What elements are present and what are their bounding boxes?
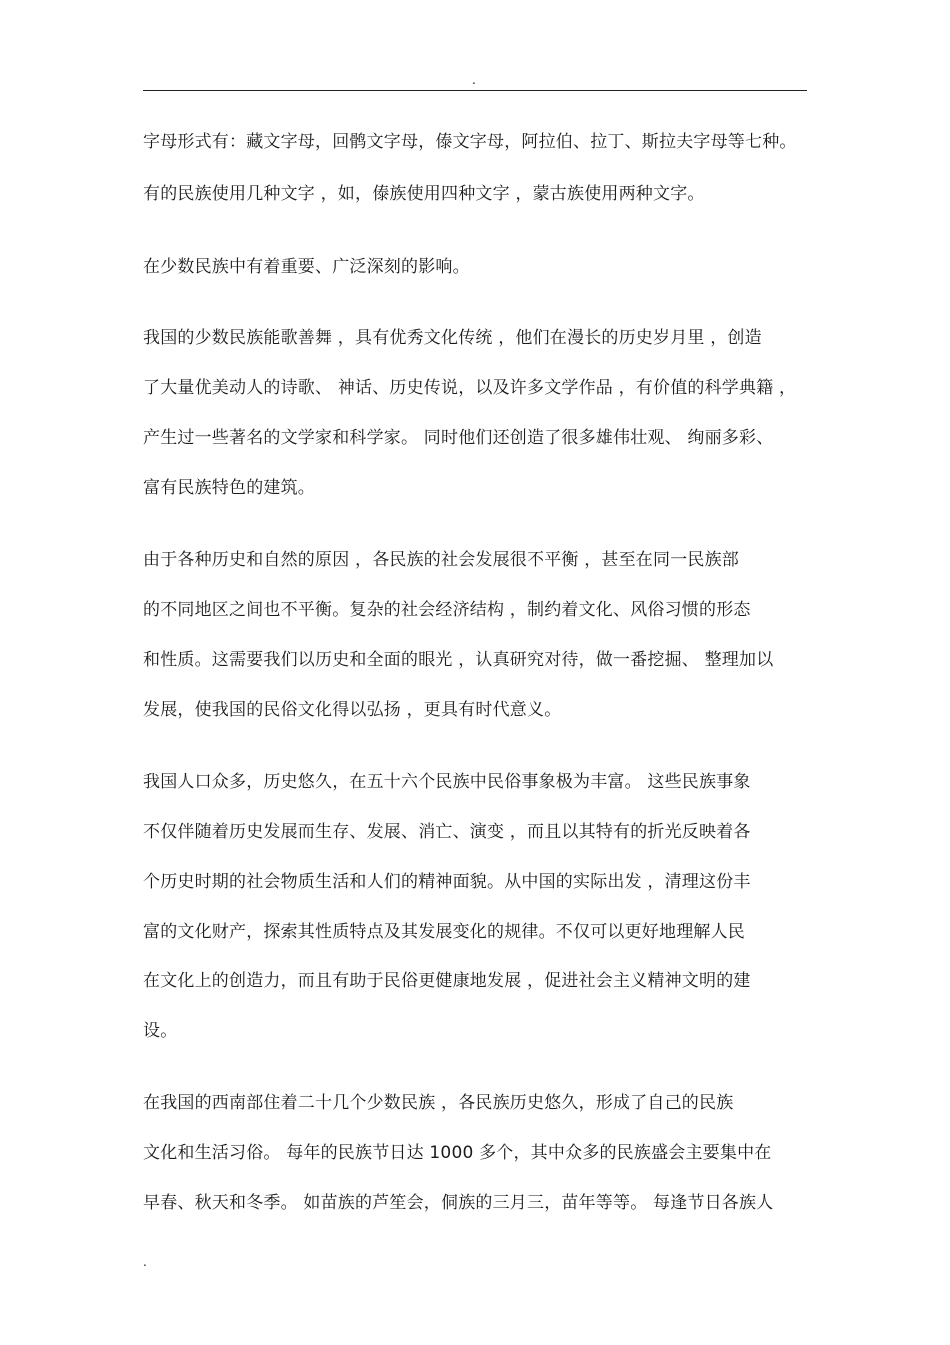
text-line: 我国的少数民族能歌善舞 ，具有优秀文化传统 ，他们在漫长的历史岁月里 ，创造 (143, 328, 762, 348)
text-line: 个历史时期的社会物质生活和人们的精神面貌。从中国的实际出发 ，清理这份丰 (143, 872, 751, 892)
header-rule (143, 90, 807, 91)
text-line: 的不同地区之间也不平衡。复杂的社会经济结构 ，制约着文化、风俗习惯的形态 (143, 600, 751, 620)
text-line: 在少数民族中有着重要、广泛深刻的影响。 (143, 257, 470, 277)
text-line: 由于各种历史和自然的原因 ，各民族的社会发展很不平衡 ，甚至在同一民族部 (143, 550, 740, 570)
text-line: 字母形式有：藏文字母，回鹘文字母，傣文字母，阿拉伯、拉丁、斯拉夫字母等七种。 (143, 132, 797, 152)
text-line: 不仅伴随着历史发展而生存、发展、消亡、演变 ，而且以其特有的折光反映着各 (143, 822, 751, 842)
text-line: 设。 (143, 1021, 178, 1041)
text-line: 文化和生活习俗。 每年的民族节日达 1000 多个，其中众多的民族盛会主要集中在 (143, 1143, 772, 1163)
page-footer-mark: . (143, 1255, 147, 1269)
text-line: 有的民族使用几种文字 ，如，傣族使用四种文字 ，蒙古族使用两种文字。 (143, 184, 705, 204)
text-line: 早春、秋天和冬季。 如苗族的芦笙会，侗族的三月三，苗年等等。 每逢节日各族人 (143, 1193, 774, 1213)
text-line: 发展，使我国的民俗文化得以弘扬 ，更具有时代意义。 (143, 700, 562, 720)
text-line: 富的文化财产，探索其性质特点及其发展变化的规律。不仅可以更好地理解人民 (143, 922, 745, 942)
text-line: 在我国的西南部住着二十几个少数民族 ，各民族历史悠久，形成了自己的民族 (143, 1093, 734, 1113)
text-line: 了大量优美动人的诗歌、 神话、历史传说，以及许多文学作品 ，有价值的科学典籍 ， (143, 378, 797, 398)
text-line: 产生过一些著名的文学家和科学家。 同时他们还创造了很多雄伟壮观、 绚丽多彩、 (143, 428, 774, 448)
text-line: 和性质。这需要我们以历史和全面的眼光 ，认真研究对待，做一番挖掘、 整理加以 (143, 650, 774, 670)
text-line: 在文化上的创造力，而且有助于民俗更健康地发展 ，促进社会主义精神文明的建 (143, 971, 751, 991)
text-line: 富有民族特色的建筑。 (143, 478, 315, 498)
text-line: 我国人口众多，历史悠久，在五十六个民族中民俗事象极为丰富。 这些民族事象 (143, 772, 751, 792)
page-header-mark: . (472, 73, 476, 87)
